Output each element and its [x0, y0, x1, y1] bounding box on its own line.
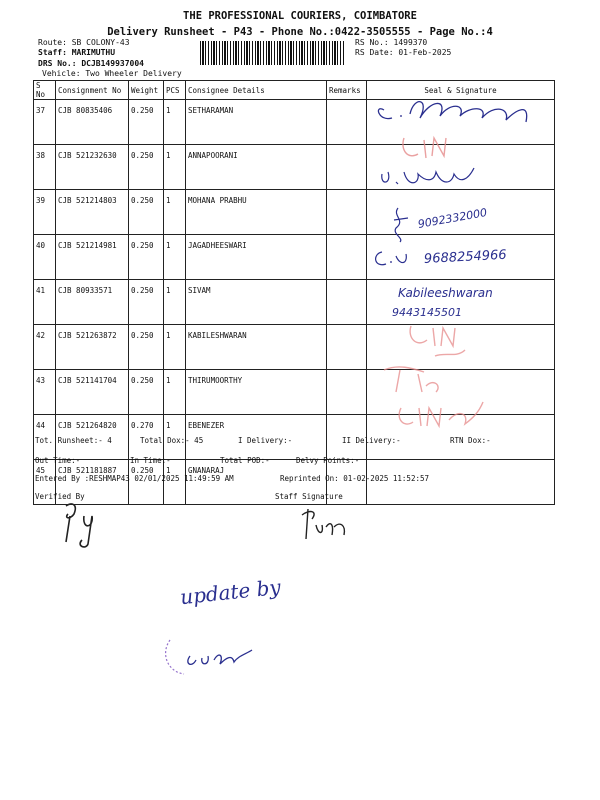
row-pcs: 1: [164, 190, 186, 235]
entered-by: Entered By :RESHMAP43 02/01/2025 11:49:59 AM: [35, 474, 234, 483]
row-consignment: CJB 521181887: [56, 460, 129, 505]
row-pcs: 1: [164, 370, 186, 415]
row43-phone: 9443145501: [392, 306, 462, 319]
staff-signature: [300, 505, 360, 549]
row-pcs: 1: [164, 280, 186, 325]
row-remarks: [327, 190, 367, 235]
row-consignee: GNANARAJ: [186, 460, 327, 505]
i-delivery: I Delivery:-: [238, 436, 293, 445]
rs-date: RS Date: 01-Feb-2025: [355, 48, 452, 57]
staff-label: Staff: MARIMUTHU: [38, 48, 116, 57]
row-weight: 0.250: [129, 100, 164, 145]
row-sno: 40: [34, 235, 56, 280]
row-consignee: EBENEZER: [186, 415, 327, 460]
total-dox: Total Dox:- 45: [140, 436, 204, 445]
row-sno: 41: [34, 280, 56, 325]
row-weight: 0.250: [129, 280, 164, 325]
row-weight: 0.270: [129, 415, 164, 460]
row-remarks: [327, 145, 367, 190]
row-pcs: 1: [164, 415, 186, 460]
row-consignee: ANNAPOORANI: [186, 145, 327, 190]
row-consignment: CJB 521214803: [56, 190, 129, 235]
total-pod: Total POD:-: [220, 456, 270, 465]
stamp-row-43: [405, 312, 475, 366]
verifier-signature: [58, 496, 118, 550]
row-consignee: THIRUMOORTHY: [186, 370, 327, 415]
row-weight: 0.250: [129, 145, 164, 190]
column-header-pcs: PCS: [164, 81, 186, 100]
row-pcs: 1: [164, 325, 186, 370]
handwriting-row-39: [378, 162, 488, 196]
row-sno: 39: [34, 190, 56, 235]
in-time: In Time:-: [130, 456, 171, 465]
handwriting-row-41: [372, 246, 507, 276]
stamp-row-45: [393, 388, 493, 438]
row-pcs: 1: [164, 460, 186, 505]
row-consignment: CJB 521214981: [56, 235, 129, 280]
row-weight: 0.250: [129, 460, 164, 505]
bottom-stamp: [160, 630, 270, 684]
row-consignment: CJB 521264820: [56, 415, 129, 460]
column-header-sno: S No: [34, 81, 56, 100]
row-consignment: CJB 521263872: [56, 325, 129, 370]
ii-delivery: II Delivery:-: [342, 436, 401, 445]
row-remarks: [327, 325, 367, 370]
row40-phone: 9092332000: [416, 205, 489, 231]
table-row: [34, 325, 555, 370]
row41-phone: 9688254966: [423, 247, 507, 267]
runsheet-title: Delivery Runsheet - P43 - Phone No.:0422-3505555 - Page No.:4: [107, 26, 493, 38]
row-remarks: [327, 370, 367, 415]
row-weight: 0.250: [129, 235, 164, 280]
staff-signature-label: Staff Signature: [275, 492, 343, 501]
row-sno: 43: [34, 370, 56, 415]
row-consignment: CJB 521141704: [56, 370, 129, 415]
column-header-remarks: Remarks: [327, 81, 367, 100]
row-weight: 0.250: [129, 370, 164, 415]
row-remarks: [327, 235, 367, 280]
row-sno: 45: [34, 460, 56, 505]
handwriting-row-40: [390, 205, 489, 246]
row-consignment: CJB 80933571: [56, 280, 129, 325]
row-remarks: [327, 100, 367, 145]
row-weight: 0.250: [129, 325, 164, 370]
update-note: [179, 574, 282, 610]
row-consignee: JAGADHEESWARI: [186, 235, 327, 280]
column-header-signature: Seal & Signature: [367, 81, 555, 100]
barcode: [200, 41, 345, 65]
row-consignee: KABILESHWARAN: [186, 325, 327, 370]
row-weight: 0.250: [129, 190, 164, 235]
delvy-points: Delvy Points:-: [296, 456, 360, 465]
reprinted-on: Reprinted On: 01-02-2025 11:52:57: [280, 474, 430, 483]
row-sno: 37: [34, 100, 56, 145]
row-sno: 42: [34, 325, 56, 370]
row-consignment: CJB 521232630: [56, 145, 129, 190]
row42-name: Kabileeshwaran: [398, 286, 493, 300]
route-label: Route: SB COLONY-43: [38, 38, 130, 47]
rtn-dox: RTN Dox:-: [450, 436, 491, 445]
total-runsheet: Tot. Runsheet:- 4: [35, 436, 112, 445]
drs-number: DRS No.: DCJB149937004: [38, 59, 144, 68]
verified-by-label: Verified By: [35, 492, 85, 501]
column-header-consignment: Consignment No: [56, 81, 129, 100]
row-sno: 44: [34, 415, 56, 460]
column-header-weight: Weight: [129, 81, 164, 100]
row-consignment: CJB 80835406: [56, 100, 129, 145]
row-pcs: 1: [164, 145, 186, 190]
out-time: Out Time:-: [35, 456, 81, 465]
row-consignee: MOHANA PRABHU: [186, 190, 327, 235]
rs-number: RS No.: 1499370: [355, 38, 428, 47]
row-pcs: 1: [164, 100, 186, 145]
row-consignee: SETHARAMAN: [186, 100, 327, 145]
column-header-consignee: Consignee Details: [186, 81, 327, 100]
row-sno: 38: [34, 145, 56, 190]
row-remarks: [327, 280, 367, 325]
row-consignee: SIVAM: [186, 280, 327, 325]
vehicle-label: Vehicle: Two Wheeler Delivery: [42, 69, 182, 78]
row-pcs: 1: [164, 235, 186, 280]
company-name: THE PROFESSIONAL COURIERS, COIMBATORE: [183, 10, 417, 22]
update-note-text: update by: [179, 574, 282, 610]
